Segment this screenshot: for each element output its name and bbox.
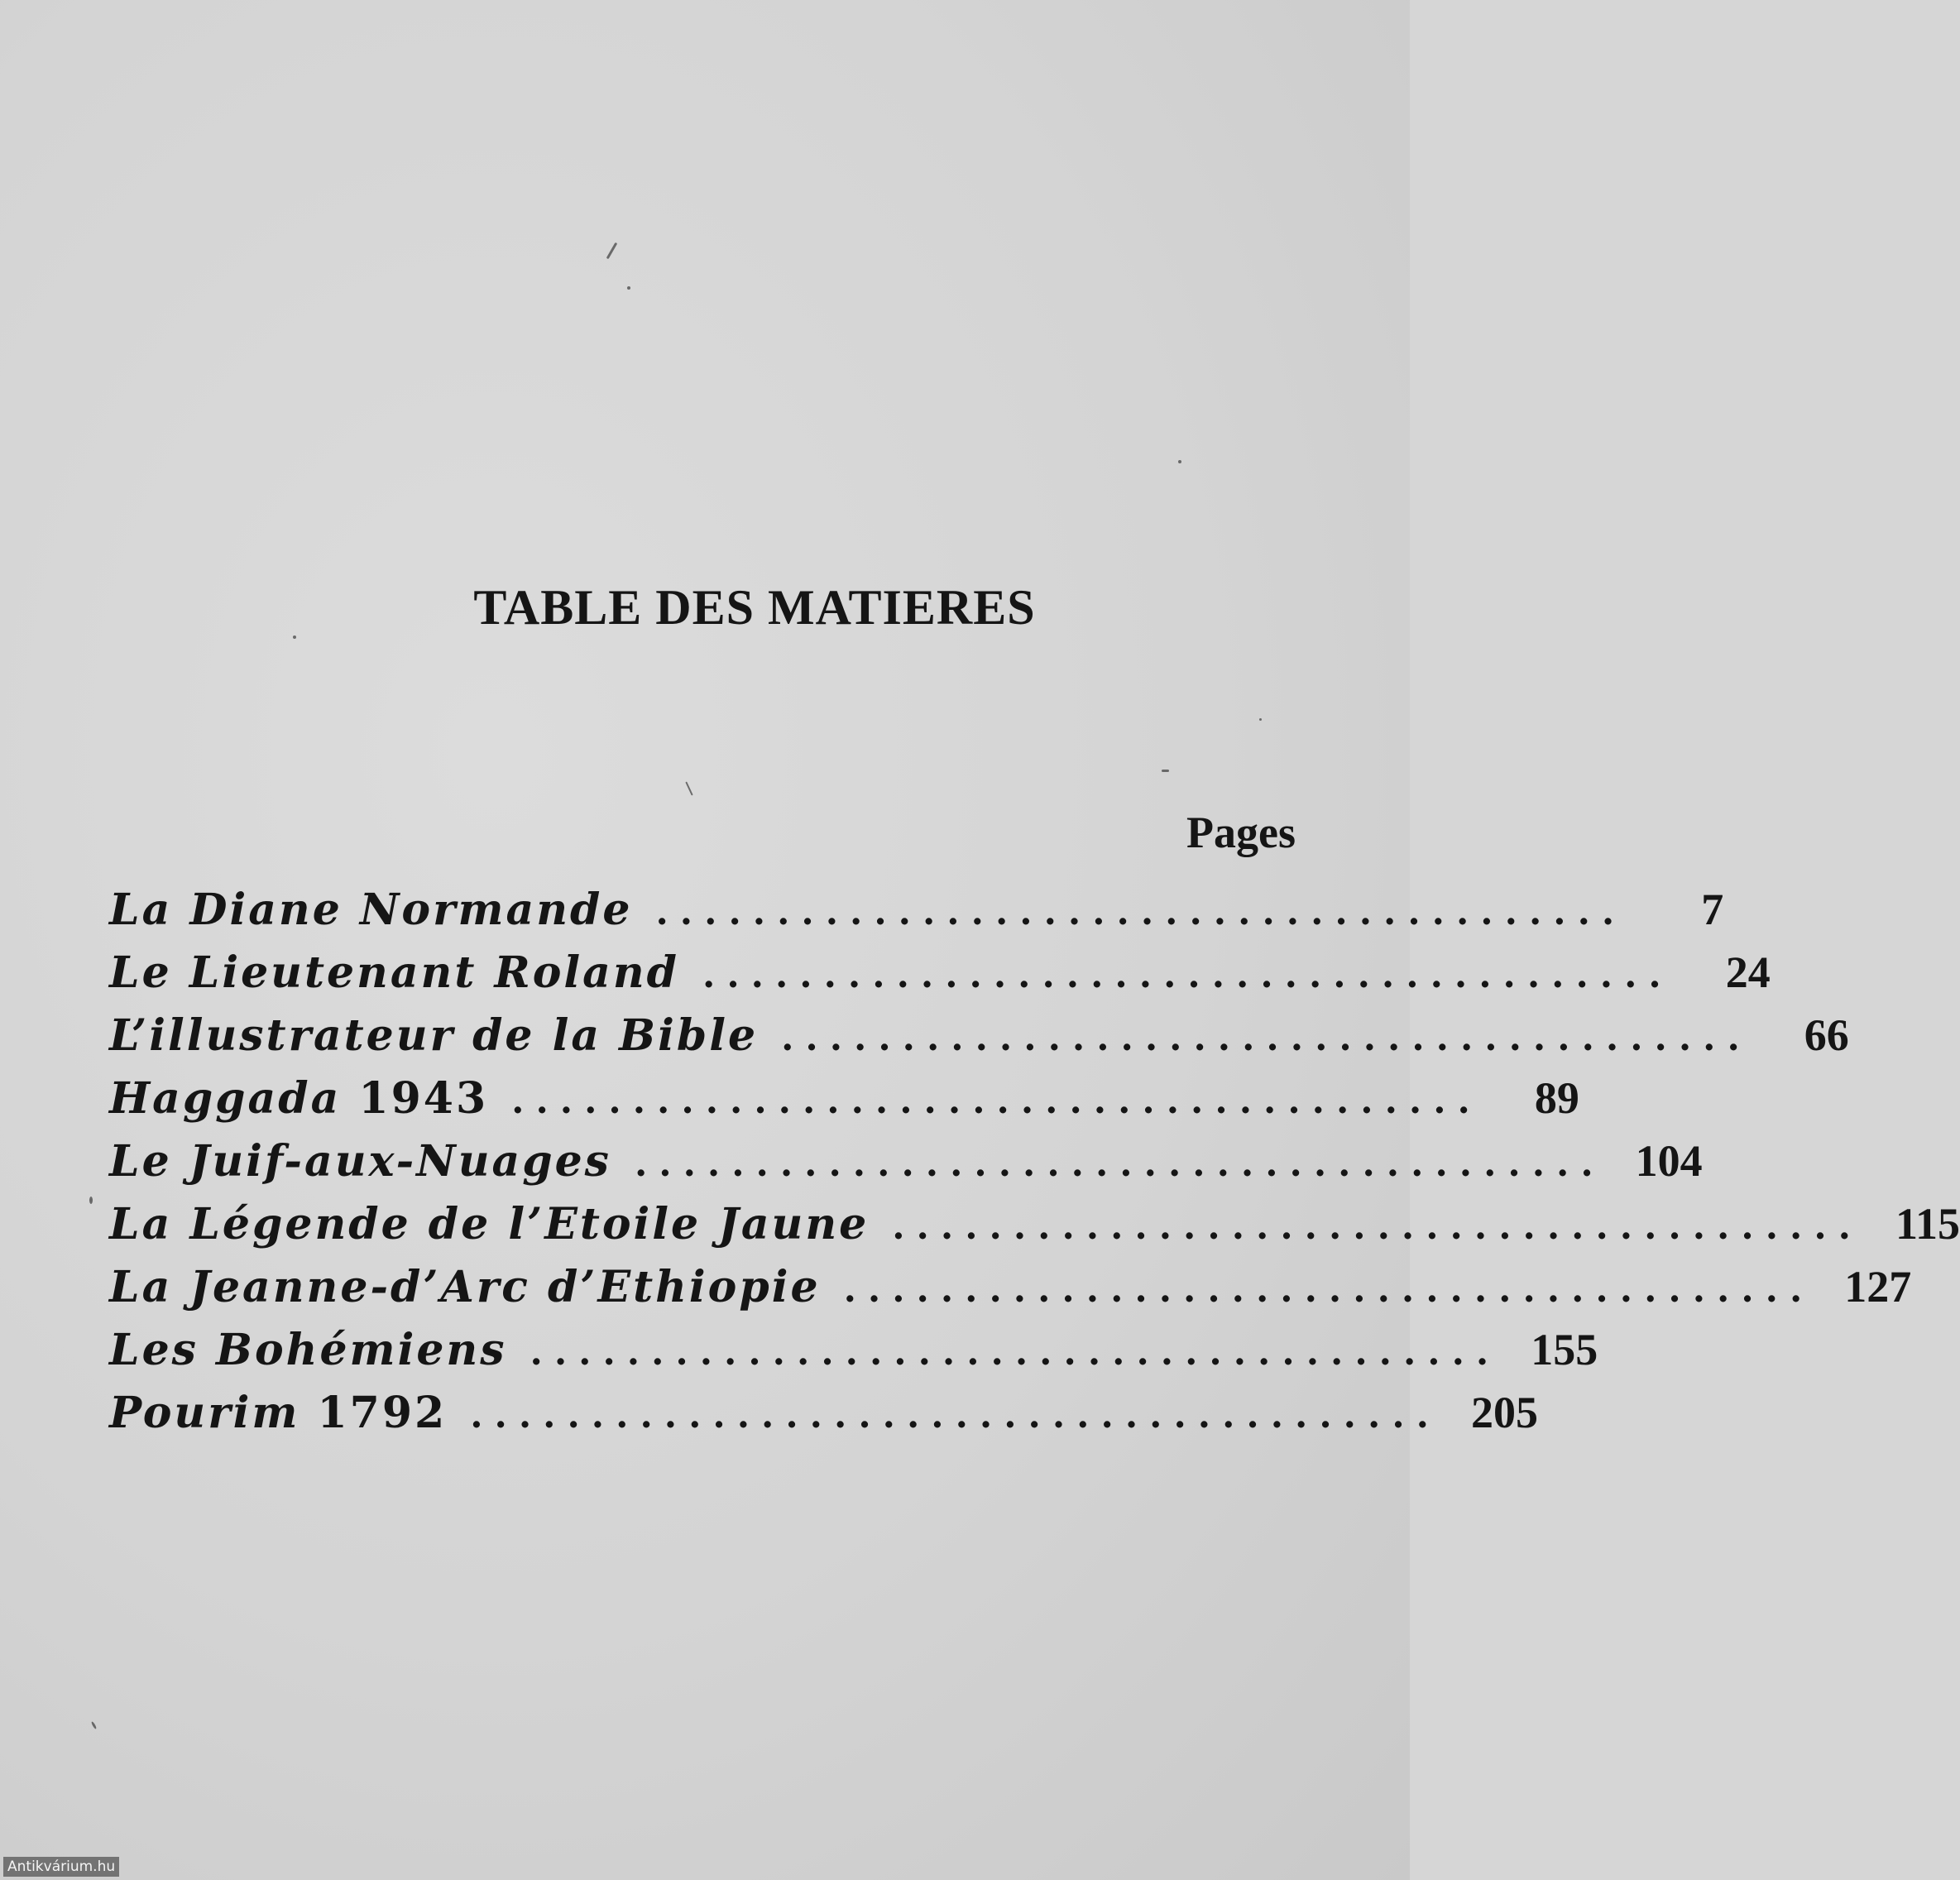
dot-leader: ........................................ [634, 1143, 1605, 1185]
entry-title: Les Bohémiens [109, 1325, 507, 1375]
entry-title-year: 1792 [317, 1388, 448, 1438]
table-of-contents [109, 884, 1960, 1450]
watermark: Antikvárium.hu [3, 1857, 119, 1877]
entry-page-number: 155 [1531, 1325, 1598, 1374]
dot-leader: ........................................ [655, 891, 1627, 933]
entry-title-year: 1943 [358, 1073, 489, 1124]
entry-page-number: 24 [1725, 947, 1771, 997]
dot-leader: ........................................ [892, 1206, 1862, 1248]
toc-entry [109, 1387, 1538, 1450]
entry-page-number: 205 [1470, 1388, 1538, 1437]
paper-speck [89, 1197, 93, 1204]
paper-speck [685, 781, 692, 795]
entry-page-number: 66 [1804, 1010, 1849, 1060]
entry-page-number: 7 [1701, 885, 1724, 934]
toc-entry [109, 1072, 1579, 1135]
entry-title: L’illustrateur de la Bible [109, 1010, 759, 1061]
entry-page-number: 89 [1534, 1073, 1579, 1123]
entry-title: La Légende de l’Etoile Jaune [109, 1199, 870, 1249]
entry-page-number: 115 [1895, 1199, 1960, 1249]
paper-speck [1162, 770, 1169, 772]
paper-speck [627, 286, 630, 290]
dot-leader: ........................................ [781, 1017, 1752, 1059]
dot-leader: ........................................ [843, 1269, 1814, 1311]
entry-page-number: 127 [1844, 1262, 1912, 1312]
paper-speck [1178, 460, 1181, 463]
paper-speck [91, 1721, 98, 1729]
toc-entry [109, 1135, 1703, 1198]
dot-leader: ........................................ [530, 1331, 1501, 1374]
entry-title-text: Pourim [109, 1388, 300, 1438]
entry-title: La Diane Normande [109, 885, 633, 935]
toc-entry [109, 947, 1771, 1010]
toc-entry [109, 1010, 1849, 1072]
entry-title [109, 1388, 447, 1438]
entry-title-text: Haggada [109, 1073, 342, 1124]
toc-entry [109, 1198, 1960, 1261]
entry-title: Le Juif-aux-Nuages [109, 1136, 611, 1187]
dot-leader: ........................................ [511, 1080, 1482, 1122]
entry-title: Le Lieutenant Roland [109, 947, 680, 998]
toc-entry [109, 1261, 1912, 1324]
paper-speck [1259, 718, 1262, 721]
page-title: TABLE DES MATIERES [473, 580, 1036, 635]
entry-page-number: 104 [1635, 1136, 1703, 1186]
pages-column-label: Pages [1186, 808, 1296, 857]
paper-speck [606, 242, 618, 260]
entry-title [109, 1073, 488, 1124]
entry-title: La Jeanne-d’Arc d’Ethiopie [109, 1262, 821, 1312]
toc-entry [109, 884, 1724, 947]
dot-leader: ........................................ [702, 954, 1673, 996]
dot-leader: ........................................ [470, 1394, 1440, 1436]
toc-entry [109, 1324, 1598, 1387]
